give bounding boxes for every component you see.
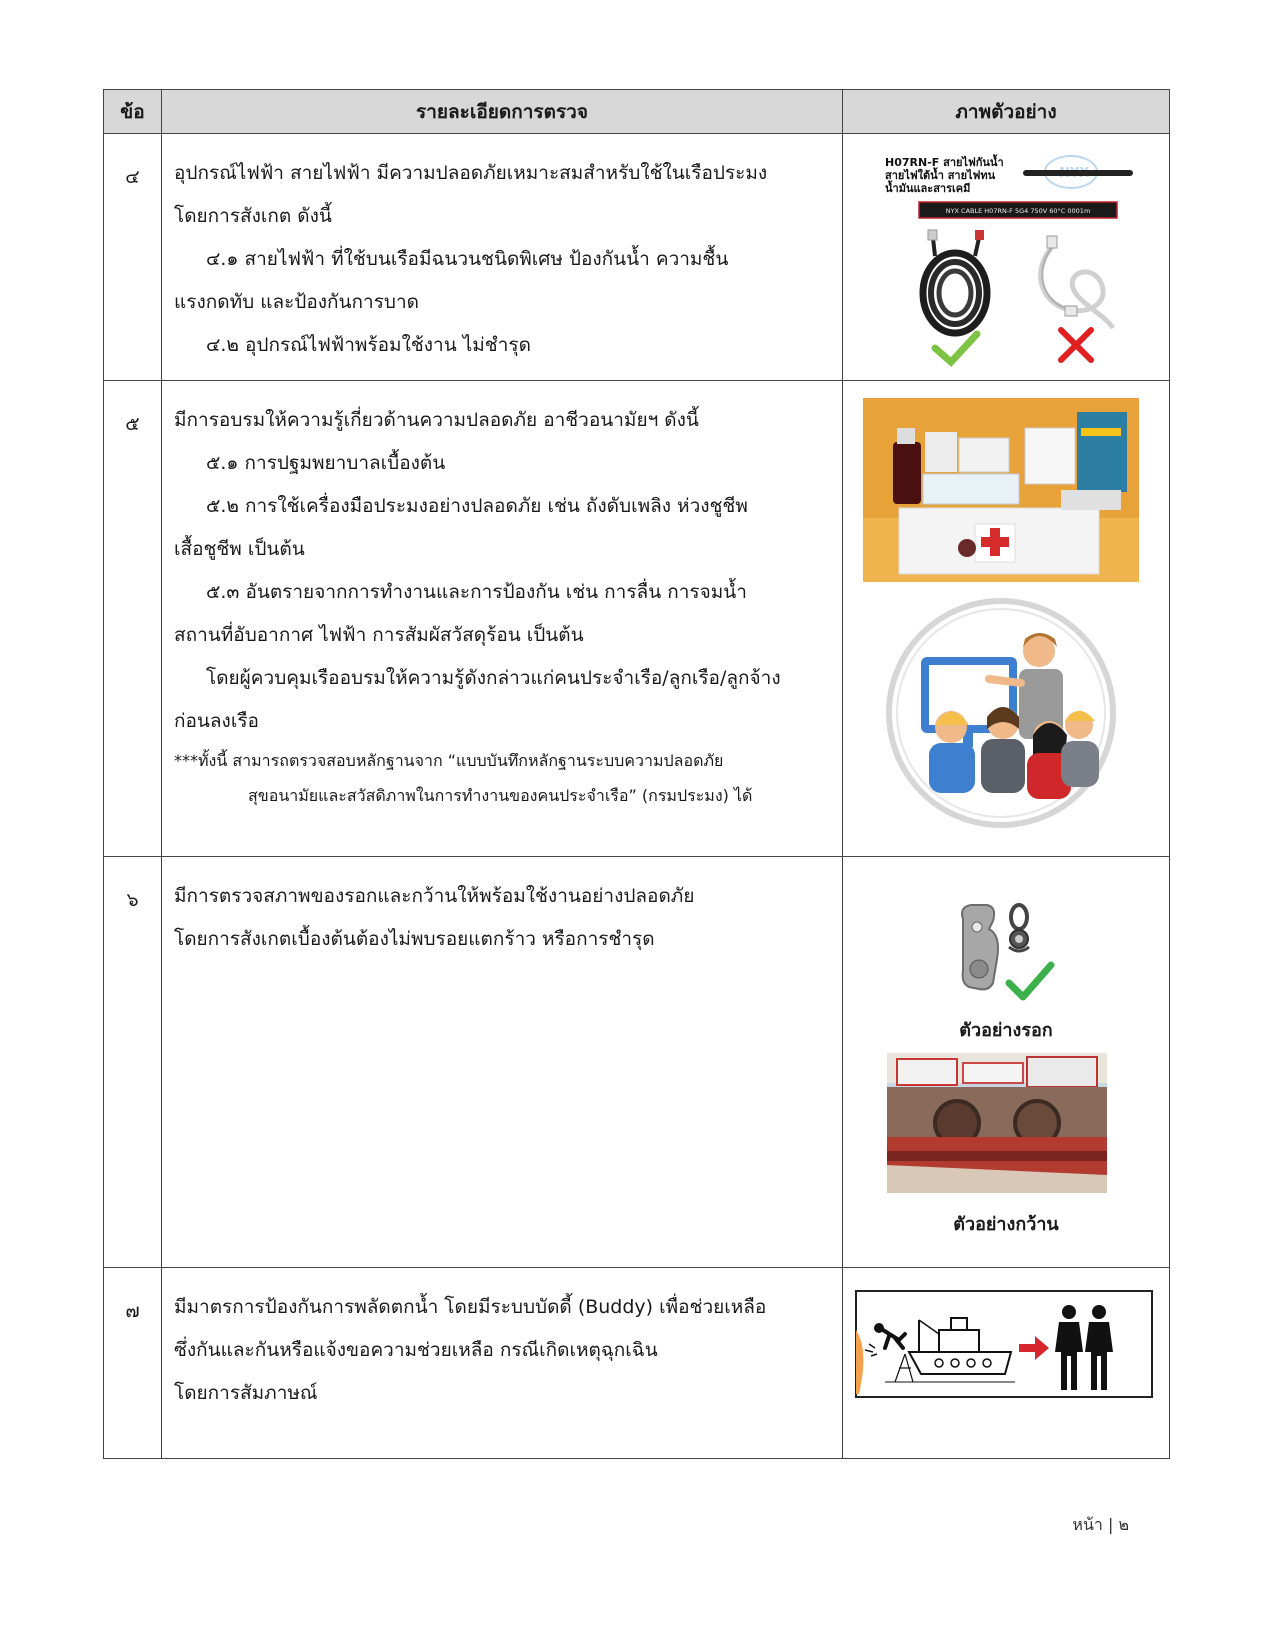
row-example <box>843 381 1170 857</box>
row-detail <box>162 1268 843 1459</box>
detail-line: อุปกรณ์ไฟฟ้า สายไฟฟ้า มีความปลอดภัยเหมาะสมสำหรับใช้ในเรือประมง <box>174 162 768 184</box>
cable-label-line: น้ำมันและสารเคมี <box>885 182 971 195</box>
row-number: ๖ <box>104 857 162 1268</box>
cable-label-line: สายไฟใต้น้ำ สายไฟทน <box>885 169 996 182</box>
household-cable-icon <box>1041 236 1113 328</box>
buddy-system-diagram <box>855 1290 1153 1398</box>
table-row <box>104 134 1170 381</box>
detail-line: ซึ่งกันและกันหรือแจ้งขอความช่วยเหลือ กรณีเกิดเหตุฉุกเฉิน <box>174 1339 658 1361</box>
detail-line: เสื้อชูชีพ เป็นต้น <box>174 538 305 560</box>
row-number: ๔ <box>104 134 162 381</box>
check-icon <box>1005 959 1055 1003</box>
detail-line: ๔.๑ สายไฟฟ้า ที่ใช้บนเรือมีฉนวนชนิดพิเศษ ป้องกันน้ำ ความชื้น <box>206 248 729 270</box>
winch-caption: ตัวอย่างกว้าน <box>953 1214 1059 1235</box>
first-aid-kit-photo <box>863 398 1139 582</box>
cross-icon <box>1061 330 1091 360</box>
note-line: ***ทั้งนี้ สามารถตรวจสอบหลักฐานจาก “แบบบันทึกหลักฐานระบบความปลอดภัย <box>174 751 724 770</box>
detail-line: ๔.๒ อุปกรณ์ไฟฟ้าพร้อมใช้งาน ไม่ชำรุด <box>206 334 531 356</box>
winch-photo <box>887 1053 1107 1193</box>
detail-line: มีมาตรการป้องกันการพลัดตกน้ำ โดยมีระบบบัดดี้ (Buddy) เพื่อช่วยเหลือ <box>174 1296 767 1318</box>
detail-line: โดยผู้ควบคุมเรืออบรมให้ความรู้ดังกล่าวแก่คนประจำเรือ/ลูกเรือ/ลูกจ้าง <box>206 667 781 689</box>
detail-line: ๕.๓ อันตรายจากการทำงานและการป้องกัน เช่น การลื่น การจมน้ำ <box>206 581 747 603</box>
header-detail: รายละเอียดการตรวจ <box>162 90 843 134</box>
cable-example-image <box>863 148 1153 368</box>
detail-line: โดยการสัมภาษณ์ <box>174 1382 318 1404</box>
detail-line: ก่อนลงเรือ <box>174 710 259 732</box>
detail-line: มีการอบรมให้ความรู้เกี่ยวด้านความปลอดภัย อาชีวอนามัยฯ ดังนี้ <box>174 409 699 431</box>
row-detail <box>162 381 843 857</box>
detail-line: มีการตรวจสภาพของรอกและกว้านให้พร้อมใช้งานอย่างปลอดภัย <box>174 885 695 907</box>
training-illustration <box>885 597 1117 829</box>
header-no: ข้อ <box>104 90 162 134</box>
table-row <box>104 381 1170 857</box>
table-row <box>104 1268 1170 1459</box>
cable-spec: NYX CABLE H07RN-F 5G4 750V 60°C 0001m <box>945 207 1091 215</box>
detail-line: แรงกดทับ และป้องกันการบาด <box>174 291 419 313</box>
table-header-row <box>104 90 1170 134</box>
detail-line: ๕.๒ การใช้เครื่องมือประมงอย่างปลอดภัย เช่น ถังดับเพลิง ห่วงชูชีพ <box>206 495 748 517</box>
inspection-table <box>103 89 1170 1459</box>
check-icon <box>935 334 977 362</box>
header-example: ภาพตัวอย่าง <box>843 90 1170 134</box>
row-number: ๗ <box>104 1268 162 1459</box>
pulley-caption: ตัวอย่างรอก <box>959 1020 1053 1041</box>
row-number: ๕ <box>104 381 162 857</box>
row-detail <box>162 134 843 381</box>
page-number: หน้า | ๒ <box>1072 1515 1129 1534</box>
row-example <box>843 857 1170 1268</box>
cable-label-line: H07RN-F สายไฟกันน้ำ <box>885 156 1004 169</box>
row-detail <box>162 857 843 1268</box>
row-example <box>843 134 1170 381</box>
detail-line: โดยการสังเกตเบื้องต้นต้องไม่พบรอยแตกร้าว หรือการชำรุด <box>174 928 655 950</box>
detail-line: สถานที่อับอากาศ ไฟฟ้า การสัมผัสวัสดุร้อน เป็นต้น <box>174 624 584 646</box>
detail-line: โดยการสังเกต ดังนี้ <box>174 205 332 227</box>
note-line: สุขอนามัยและสวัสดิภาพในการทำงานของคนประจำเรือ” (กรมประมง) ได้ <box>248 786 753 805</box>
rubber-cable-icon <box>923 230 987 333</box>
detail-line: ๕.๑ การปฐมพยาบาลเบื้องต้น <box>206 452 446 474</box>
row-example <box>843 1268 1170 1459</box>
table-row <box>104 857 1170 1268</box>
